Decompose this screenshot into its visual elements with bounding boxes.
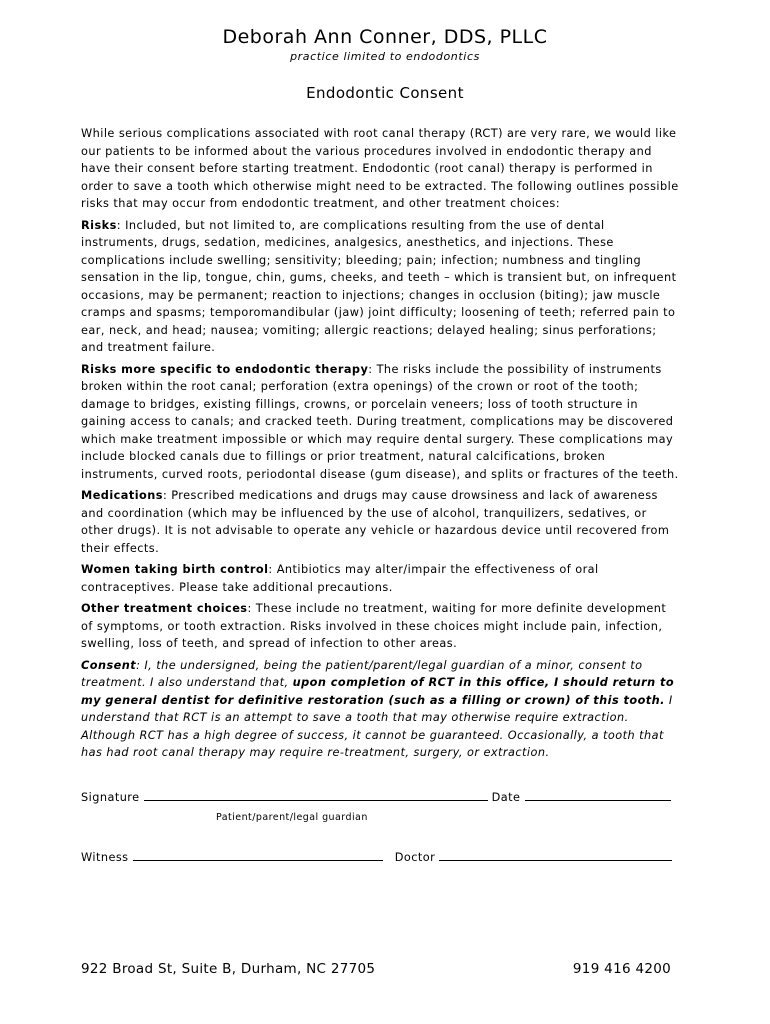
section-heading: Risks more specific to endodontic therapy	[81, 362, 369, 376]
consent-text-1: : I, the undersigned, being the patient/parent/legal guardian of a minor, consent to treatment. I also understand that,	[81, 658, 643, 689]
section-text: : The risks include the possibility of instruments broken within the root canal; perforation (extra openings) of the crown or root of the tooth; damage to bridges, existing fillings, crowns, or porcelain veneers; loss of tooth structure in gaining access to canals; and cracked teeth. During treatment, complications may be discovered which make treatment impossible or which may require dental surgery. These complications may include blocked canals due to fillings or prior treatment, natural calcifications, broken instruments, curved roots, periodontal disease (gum disease), and splits or fractures of the teeth.	[81, 362, 679, 481]
doctor-line[interactable]	[439, 848, 672, 861]
signature-line[interactable]	[144, 788, 488, 801]
section-text: : These include no treatment, waiting for more definite development of symptoms, or tooth extraction. Risks involved in these choices might include pain, infection, swelling, loss of teeth, and spread of infection to other areas.	[81, 602, 667, 650]
consent-text-2: I understand that RCT is an attempt to save a tooth that may otherwise require extraction. Although RCT has a high degree of success, it cannot be guaranteed. Occasionally, a tooth that has had root canal therapy may require re-treatment, surgery, or extraction.	[81, 693, 673, 759]
date-label: Date	[491, 791, 521, 804]
section-heading: Medications	[81, 489, 163, 502]
section-heading: Other treatment choices	[81, 602, 248, 615]
intro-paragraph: While serious complications associated with root canal therapy (RCT) are very rare, we would like our patients to be informed about the various procedures involved in endodontic therapy and have their consent before starting treatment. Endodontic (root canal) therapy is performed in order to save a tooth which otherwise might need to be extracted. The following outlines possible risks that may occur from endodontic treatment, and other treatment choices:	[81, 127, 679, 210]
section-text: : Antibiotics may alter/impair the effectiveness of oral contraceptives. Please take additional precautions.	[81, 563, 599, 594]
practice-tagline: practice limited to endodontics	[290, 50, 480, 63]
witness-line[interactable]	[133, 848, 383, 861]
section-text: : Prescribed medications and drugs may cause drowsiness and lack of awareness and coordination (which may be influenced by the use of alcohol, tranquilizers, sedatives, or other drugs). It is not advisable to operate any vehicle or hazardous device until recovered from their effects.	[81, 489, 670, 555]
consent-body	[81, 125, 681, 766]
doctor-label: Doctor	[394, 851, 436, 864]
medications-section	[81, 487, 681, 557]
consent-bold-text: upon completion of RCT in this office, I should return to my general dentist for definitive restoration (such as a filling or crown) of this tooth.	[81, 676, 675, 707]
office-phone: 919 416 4200	[572, 961, 671, 977]
specific-risks-section	[81, 361, 681, 484]
consent-heading: Consent	[81, 658, 137, 672]
date-line[interactable]	[525, 788, 671, 801]
practice-name: Deborah Ann Conner, DDS, PLLC	[222, 26, 548, 48]
witness-label: Witness	[81, 851, 129, 864]
section-heading: Women taking birth control	[81, 563, 269, 576]
document-title: Endodontic Consent	[306, 84, 464, 102]
office-address: 922 Broad St, Suite B, Durham, NC 27705	[81, 961, 376, 977]
signature-sublabel: Patient/parent/legal guardian	[216, 812, 368, 823]
section-heading: Risks	[81, 218, 117, 232]
signature-label: Signature	[81, 791, 140, 804]
section-text: : Included, but not limited to, are complications resulting from the use of dental instruments, drugs, sedation, medicines, analgesics, anesthetics, and injections. These complications include swelling; sensitivity; bleeding; pain; infection; numbness and tingling sensation in the lip, tongue, chin, gums, cheeks, and teeth – which is transient but, on infrequent occasions, may be permanent; reaction to injections; changes in occlusion (biting); jaw muscle cramps and spasms; temporomandibular (jaw) joint difficulty; loosening of teeth; referred pain to ear, neck, and head; nausea; vomiting; allergic reactions; delayed healing; sinus perforations; and treatment failure.	[81, 218, 677, 354]
witness-row	[81, 848, 672, 864]
signature-row	[81, 788, 671, 804]
risks-section	[81, 217, 681, 357]
other-choices-section	[81, 600, 681, 653]
birth-control-section	[81, 561, 681, 596]
consent-section	[81, 657, 681, 762]
